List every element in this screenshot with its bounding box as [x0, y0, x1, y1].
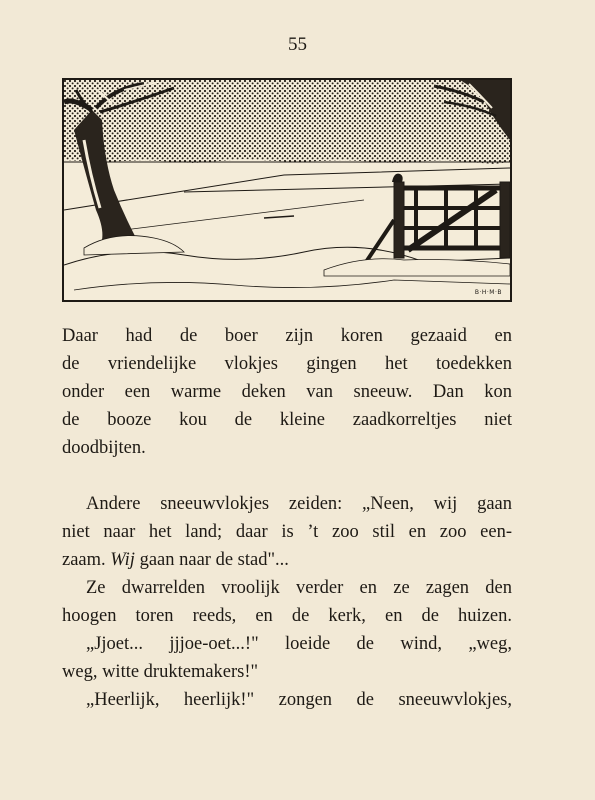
text-line: Daar had de boer zijn koren gezaaid en [62, 326, 512, 346]
text-line: „Heerlijk, heerlijk!" zongen de sneeuwvlokjes, [86, 690, 512, 710]
emphasized-word: Wij [110, 550, 135, 570]
text-line: de vriendelijke vlokjes gingen het toedekken [62, 354, 512, 374]
text-line: onder een warme deken van sneeuw. Dan kon [62, 382, 512, 402]
text-line: Andere sneeuwvlokjes zeiden: „Neen, wij gaan [86, 494, 512, 514]
text-line: doodbijten. [62, 438, 146, 458]
page-number: 55 [288, 34, 307, 55]
text-line: de booze kou de kleine zaadkorreltjes niet [62, 410, 512, 430]
text-segment: zaam. [62, 550, 111, 570]
text-segment: gaan naar de stad"... [134, 550, 289, 570]
text-line: hoogen toren reeds, en de kerk, en de huizen. [62, 606, 512, 626]
text-line: weg, witte druktemakers!" [62, 662, 259, 682]
text-line-with-emphasis [62, 546, 512, 574]
artist-monogram: B·H·M·B [474, 289, 502, 296]
paragraph-1 [62, 322, 512, 462]
winter-field-drawing [64, 80, 510, 300]
winter-landscape-illustration [62, 78, 512, 302]
text-line: Ze dwarrelden vroolijk verder en ze zagen den [86, 578, 512, 598]
text-line: niet naar het land; daar is ’t zoo stil en zoo een- [62, 522, 512, 542]
paragraph-2 [62, 490, 512, 714]
text-line: „Jjoet... jjjoe-oet...!" loeide de wind, „weg, [86, 634, 512, 654]
